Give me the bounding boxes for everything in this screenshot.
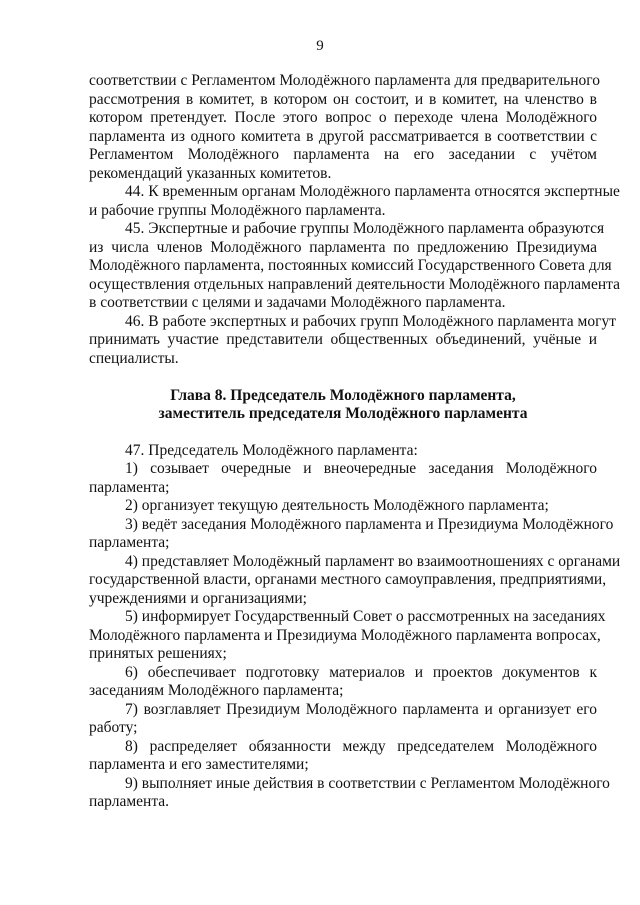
text-line: 45. Экспертные и рабочие группы Молодёжного парламента образуются (125, 220, 605, 237)
heading-line: Глава 8. Председатель Молодёжного парламента, (170, 386, 516, 404)
paragraph-47 (89, 442, 597, 461)
text-line: парламента и его заместителями; (89, 756, 309, 773)
text-line: и рабочие группы Молодёжного парламента. (89, 201, 386, 219)
list-item (89, 774, 610, 812)
text-line: в соответствии с целями и задачами Молодёжного парламента. (89, 294, 506, 311)
text-line: осуществления отдельных направлений деятельности Молодёжного парламента (89, 275, 621, 293)
text-line: Молодёжного парламента и Президиума Молодёжного парламента вопросах, (89, 626, 601, 644)
list-item (89, 664, 597, 701)
paragraph-46 (89, 312, 616, 369)
spacer (89, 368, 597, 387)
text-line: 47. Председатель Молодёжного парламента: (125, 441, 418, 459)
list-item (89, 738, 597, 775)
text-line: соответствии с Регламентом Молодёжного парламента для предварительного (89, 72, 601, 89)
spacer (89, 424, 597, 442)
document-body (89, 72, 621, 812)
paragraph-45 (89, 220, 621, 313)
text-line: Регламентом Молодёжного парламента на его заседании с учётом (89, 146, 597, 163)
text-line: государственной власти, органами местного самоуправления, предприятиями, (89, 571, 607, 588)
list-item (89, 497, 597, 516)
text-line: заседаниям Молодёжного парламента; (89, 682, 344, 699)
text-line: 6) обеспечивает подготовку материалов и проектов документов к (125, 663, 597, 681)
paragraph-continuation (89, 72, 601, 183)
text-line: рекомендаций указанных комитетов. (89, 164, 332, 182)
list-item (89, 608, 606, 664)
text-line: парламента; (89, 534, 170, 551)
text-line: 7) возглавляет Президиум Молодёжного парламента и организует его (125, 700, 597, 718)
text-line: 2) организует текущую деятельность Молодёжного парламента; (125, 497, 549, 514)
list-item (89, 701, 597, 738)
text-line: парламента. (89, 793, 170, 810)
text-line: работу; (89, 719, 138, 736)
text-line: принятых решениях; (89, 645, 227, 662)
text-line: котором претендует. После этого вопрос о переходе члена Молодёжного (89, 109, 597, 126)
text-line: рассмотрения в комитет, в котором он состоит, и в комитет, на членство в (89, 90, 597, 108)
text-line: 3) ведёт заседания Молодёжного парламента и Президиума Молодёжного (125, 515, 614, 533)
text-line: 8) распределяет обязанности между председателем Молодёжного (125, 737, 597, 755)
text-line: 44. К временным органам Молодёжного парламента относятся экспертные (125, 183, 620, 200)
list-item (89, 515, 614, 553)
text-line: 5) информирует Государственный Совет о рассмотренных на заседаниях (125, 608, 606, 625)
text-line: Молодёжного парламента, постоянных комиссий Государственного Совета для (89, 257, 612, 274)
list-item (89, 460, 597, 497)
text-line: парламента из одного комитета в другой рассматривается в соответствии с (89, 127, 597, 145)
heading-line: заместитель председателя Молодёжного парламента (158, 405, 528, 422)
list-item (89, 552, 621, 609)
text-line: принимать участие представители общественных объединений, учёные и (89, 331, 597, 348)
text-line: 9) выполняет иные действия в соответствии с Регламентом Молодёжного (125, 774, 610, 792)
text-line: специалисты. (89, 349, 179, 367)
text-line: 1) созывает очередные и внеочередные заседания Молодёжного (125, 460, 597, 477)
paragraph-44 (89, 183, 620, 220)
text-line: парламента; (89, 478, 170, 496)
text-line: учреждениями и организациями; (89, 589, 307, 607)
page-number: 9 (316, 38, 324, 54)
text-line: 46. В работе экспертных и рабочих групп Молодёжного парламента могут (125, 312, 616, 330)
text-line: из числа членов Молодёжного парламента по предложению Президиума (89, 238, 597, 256)
chapter-heading (89, 387, 597, 424)
text-line: 4) представляет Молодёжный парламент во взаимоотношениях с органами (125, 552, 621, 570)
